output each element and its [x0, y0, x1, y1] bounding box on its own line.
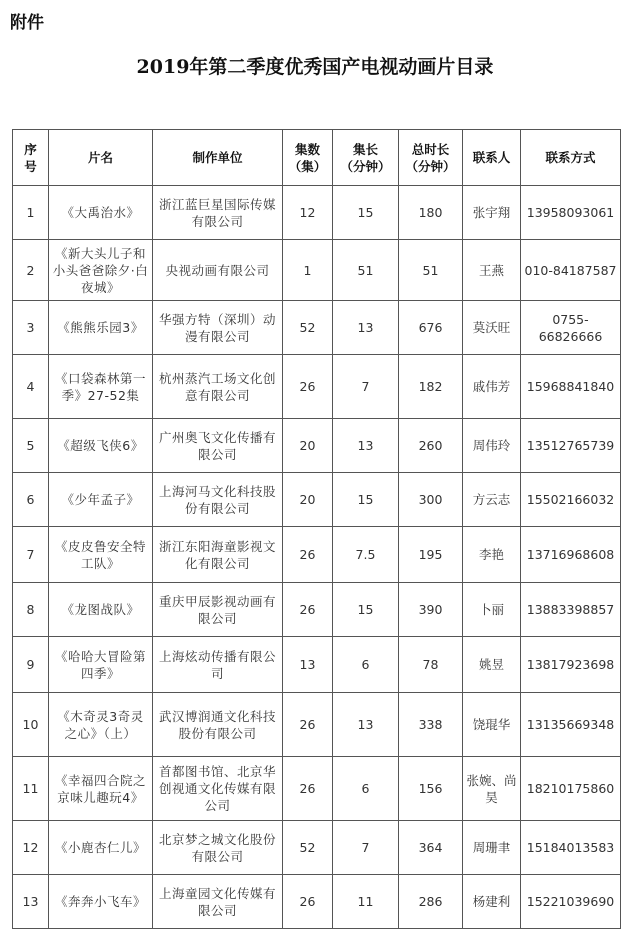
cell-episodes: 13 — [283, 637, 333, 693]
table-body — [13, 186, 621, 929]
table-row — [13, 186, 621, 240]
cell-episodes: 26 — [283, 757, 333, 821]
cell-total-length: 676 — [399, 301, 463, 355]
cell-phone: 15502166032 — [521, 473, 621, 527]
column-header-producer: 制作单位 — [153, 130, 283, 186]
cell-total-length: 300 — [399, 473, 463, 527]
cell-phone: 13958093061 — [521, 186, 621, 240]
cell-producer: 上海炫动传播有限公司 — [153, 637, 283, 693]
cell-producer: 上海童园文化传媒有限公司 — [153, 875, 283, 929]
cell-phone: 15968841840 — [521, 355, 621, 419]
cell-total-length: 260 — [399, 419, 463, 473]
cell-phone: 13512765739 — [521, 419, 621, 473]
cell-title: 《超级飞侠6》 — [49, 419, 153, 473]
table-row — [13, 240, 621, 301]
cell-episodes: 52 — [283, 301, 333, 355]
cell-episodes: 26 — [283, 875, 333, 929]
cell-seq: 9 — [13, 637, 49, 693]
cell-episode-length: 51 — [333, 240, 399, 301]
table-row — [13, 473, 621, 527]
column-header-phone: 联系方式 — [521, 130, 621, 186]
cell-seq: 12 — [13, 821, 49, 875]
cell-title: 《龙图战队》 — [49, 583, 153, 637]
cell-contact: 姚昱 — [463, 637, 521, 693]
cell-producer: 浙江东阳海童影视文化有限公司 — [153, 527, 283, 583]
cell-seq: 13 — [13, 875, 49, 929]
cell-phone: 010-84187587 — [521, 240, 621, 301]
cell-total-length: 156 — [399, 757, 463, 821]
cell-producer: 重庆甲辰影视动画有限公司 — [153, 583, 283, 637]
column-header-episode-length: 集长 （分钟） — [333, 130, 399, 186]
cell-episodes: 20 — [283, 473, 333, 527]
catalog-table — [12, 129, 621, 929]
cell-seq: 1 — [13, 186, 49, 240]
cell-producer: 武汉博润通文化科技股份有限公司 — [153, 693, 283, 757]
cell-producer: 上海河马文化科技股份有限公司 — [153, 473, 283, 527]
cell-title: 《小鹿杏仁儿》 — [49, 821, 153, 875]
cell-title: 《大禹治水》 — [49, 186, 153, 240]
cell-title: 《奔奔小飞车》 — [49, 875, 153, 929]
cell-phone: 18210175860 — [521, 757, 621, 821]
cell-title: 《口袋森林第一季》27-52集 — [49, 355, 153, 419]
cell-seq: 5 — [13, 419, 49, 473]
cell-total-length: 364 — [399, 821, 463, 875]
cell-title: 《熊熊乐园3》 — [49, 301, 153, 355]
cell-phone: 13716968608 — [521, 527, 621, 583]
cell-episodes: 52 — [283, 821, 333, 875]
cell-contact: 方云志 — [463, 473, 521, 527]
cell-phone: 13883398857 — [521, 583, 621, 637]
cell-total-length: 195 — [399, 527, 463, 583]
table-row — [13, 355, 621, 419]
cell-total-length: 51 — [399, 240, 463, 301]
table-row — [13, 875, 621, 929]
column-header-title: 片名 — [49, 130, 153, 186]
cell-episode-length: 7 — [333, 821, 399, 875]
cell-producer: 北京梦之城文化股份有限公司 — [153, 821, 283, 875]
cell-episode-length: 15 — [333, 186, 399, 240]
cell-phone: 0755-66826666 — [521, 301, 621, 355]
cell-seq: 4 — [13, 355, 49, 419]
cell-contact: 王燕 — [463, 240, 521, 301]
cell-episode-length: 6 — [333, 637, 399, 693]
cell-contact: 杨建利 — [463, 875, 521, 929]
cell-contact: 李艳 — [463, 527, 521, 583]
table-row — [13, 693, 621, 757]
cell-episode-length: 15 — [333, 583, 399, 637]
cell-contact: 卜丽 — [463, 583, 521, 637]
cell-phone: 15221039690 — [521, 875, 621, 929]
column-header-seq: 序 号 — [13, 130, 49, 186]
cell-phone: 13135669348 — [521, 693, 621, 757]
cell-seq: 7 — [13, 527, 49, 583]
cell-total-length: 180 — [399, 186, 463, 240]
table-row — [13, 757, 621, 821]
cell-episodes: 26 — [283, 583, 333, 637]
table-row — [13, 821, 621, 875]
cell-total-length: 390 — [399, 583, 463, 637]
cell-phone: 13817923698 — [521, 637, 621, 693]
cell-seq: 6 — [13, 473, 49, 527]
cell-episodes: 20 — [283, 419, 333, 473]
cell-episode-length: 13 — [333, 301, 399, 355]
cell-title: 《皮皮鲁安全特工队》 — [49, 527, 153, 583]
page-title: 2019年第二季度优秀国产电视动画片目录 — [136, 56, 494, 78]
column-header-total-length: 总时长 （分钟） — [399, 130, 463, 186]
cell-producer: 央视动画有限公司 — [153, 240, 283, 301]
cell-contact: 周伟玲 — [463, 419, 521, 473]
cell-episode-length: 13 — [333, 693, 399, 757]
table-row — [13, 527, 621, 583]
cell-seq: 11 — [13, 757, 49, 821]
cell-episodes: 12 — [283, 186, 333, 240]
cell-contact: 张宇翔 — [463, 186, 521, 240]
cell-seq: 3 — [13, 301, 49, 355]
column-header-contact: 联系人 — [463, 130, 521, 186]
cell-contact: 饶琨华 — [463, 693, 521, 757]
cell-producer: 浙江蓝巨星国际传媒有限公司 — [153, 186, 283, 240]
cell-episodes: 26 — [283, 693, 333, 757]
cell-episode-length: 6 — [333, 757, 399, 821]
cell-title: 《新大头儿子和小头爸爸除夕·白夜城》 — [49, 240, 153, 301]
cell-episode-length: 15 — [333, 473, 399, 527]
cell-title: 《少年孟子》 — [49, 473, 153, 527]
cell-phone: 15184013583 — [521, 821, 621, 875]
table-row — [13, 637, 621, 693]
cell-contact: 张婉、尚昊 — [463, 757, 521, 821]
cell-episode-length: 11 — [333, 875, 399, 929]
cell-episodes: 1 — [283, 240, 333, 301]
cell-contact: 周珊聿 — [463, 821, 521, 875]
cell-producer: 首都图书馆、北京华创视通文化传媒有限公司 — [153, 757, 283, 821]
cell-producer: 广州奥飞文化传播有限公司 — [153, 419, 283, 473]
cell-episodes: 26 — [283, 355, 333, 419]
cell-title: 《木奇灵3奇灵之心》（上） — [49, 693, 153, 757]
annex-label: 附件 — [10, 13, 44, 33]
table-row — [13, 301, 621, 355]
cell-episode-length: 7 — [333, 355, 399, 419]
cell-episode-length: 7.5 — [333, 527, 399, 583]
table-header-row — [13, 130, 621, 186]
cell-episodes: 26 — [283, 527, 333, 583]
cell-total-length: 182 — [399, 355, 463, 419]
cell-seq: 8 — [13, 583, 49, 637]
cell-total-length: 286 — [399, 875, 463, 929]
table-row — [13, 583, 621, 637]
cell-total-length: 78 — [399, 637, 463, 693]
cell-episode-length: 13 — [333, 419, 399, 473]
cell-producer: 杭州蒸汽工场文化创意有限公司 — [153, 355, 283, 419]
cell-contact: 莫沃旺 — [463, 301, 521, 355]
table-row — [13, 419, 621, 473]
cell-seq: 10 — [13, 693, 49, 757]
cell-title: 《哈哈大冒险第四季》 — [49, 637, 153, 693]
cell-title: 《幸福四合院之京味儿趣玩4》 — [49, 757, 153, 821]
cell-contact: 戚伟芳 — [463, 355, 521, 419]
cell-producer: 华强方特（深圳）动漫有限公司 — [153, 301, 283, 355]
column-header-episodes: 集数 （集） — [283, 130, 333, 186]
cell-total-length: 338 — [399, 693, 463, 757]
cell-seq: 2 — [13, 240, 49, 301]
